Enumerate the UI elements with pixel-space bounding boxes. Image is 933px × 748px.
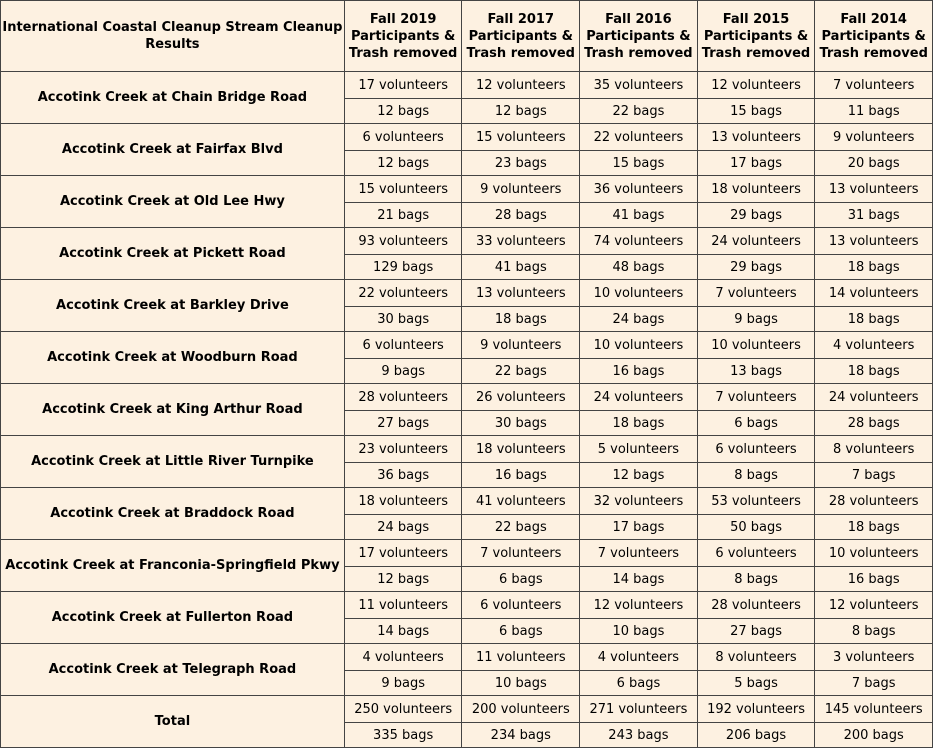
volunteers-cell: 12 volunteers bbox=[580, 592, 698, 619]
volunteers-cell: 28 volunteers bbox=[815, 488, 933, 515]
volunteers-cell: 8 volunteers bbox=[697, 644, 815, 671]
bags-cell: 6 bags bbox=[462, 619, 580, 644]
volunteers-cell: 33 volunteers bbox=[462, 228, 580, 255]
volunteers-cell: 6 volunteers bbox=[344, 124, 462, 151]
volunteers-cell: 11 volunteers bbox=[462, 644, 580, 671]
column-header-fall-2014: Fall 2014 Participants & Trash removed bbox=[815, 1, 933, 72]
bags-cell: 18 bags bbox=[815, 307, 933, 332]
site-name-total: Total bbox=[1, 696, 345, 748]
bags-cell: 18 bags bbox=[815, 515, 933, 540]
bags-cell: 8 bags bbox=[697, 463, 815, 488]
volunteers-cell: 28 volunteers bbox=[697, 592, 815, 619]
bags-cell: 18 bags bbox=[815, 359, 933, 384]
volunteers-cell: 13 volunteers bbox=[462, 280, 580, 307]
bags-cell: 13 bags bbox=[697, 359, 815, 384]
volunteers-cell: 10 volunteers bbox=[815, 540, 933, 567]
volunteers-cell: 10 volunteers bbox=[580, 280, 698, 307]
volunteers-cell: 14 volunteers bbox=[815, 280, 933, 307]
volunteers-cell: 7 volunteers bbox=[697, 280, 815, 307]
volunteers-cell: 12 volunteers bbox=[462, 72, 580, 99]
bags-cell: 16 bags bbox=[462, 463, 580, 488]
site-name-accotink-creek-at-chain-bridge-road: Accotink Creek at Chain Bridge Road bbox=[1, 72, 345, 124]
volunteers-cell: 7 volunteers bbox=[815, 72, 933, 99]
volunteers-cell: 7 volunteers bbox=[697, 384, 815, 411]
volunteers-cell: 24 volunteers bbox=[697, 228, 815, 255]
table-title: International Coastal Cleanup Stream Cleanup Results bbox=[1, 1, 345, 72]
volunteers-cell: 41 volunteers bbox=[462, 488, 580, 515]
volunteers-cell: 250 volunteers bbox=[344, 696, 462, 723]
site-name-accotink-creek-at-woodburn-road: Accotink Creek at Woodburn Road bbox=[1, 332, 345, 384]
table-row bbox=[1, 176, 933, 203]
bags-cell: 10 bags bbox=[462, 671, 580, 696]
bags-cell: 18 bags bbox=[580, 411, 698, 436]
volunteers-cell: 6 volunteers bbox=[697, 436, 815, 463]
bags-cell: 41 bags bbox=[580, 203, 698, 228]
bags-cell: 15 bags bbox=[580, 151, 698, 176]
table-row bbox=[1, 72, 933, 99]
bags-cell: 24 bags bbox=[580, 307, 698, 332]
bags-cell: 28 bags bbox=[462, 203, 580, 228]
site-name-accotink-creek-at-braddock-road: Accotink Creek at Braddock Road bbox=[1, 488, 345, 540]
bags-cell: 27 bags bbox=[344, 411, 462, 436]
volunteers-cell: 9 volunteers bbox=[462, 176, 580, 203]
table-row bbox=[1, 488, 933, 515]
bags-cell: 21 bags bbox=[344, 203, 462, 228]
bags-cell: 9 bags bbox=[697, 307, 815, 332]
bags-cell: 22 bags bbox=[580, 99, 698, 124]
volunteers-cell: 7 volunteers bbox=[462, 540, 580, 567]
bags-cell: 15 bags bbox=[697, 99, 815, 124]
bags-cell: 28 bags bbox=[815, 411, 933, 436]
volunteers-cell: 3 volunteers bbox=[815, 644, 933, 671]
bags-cell: 14 bags bbox=[344, 619, 462, 644]
bags-cell: 243 bags bbox=[580, 723, 698, 748]
bags-cell: 18 bags bbox=[462, 307, 580, 332]
site-name-accotink-creek-at-king-arthur-road: Accotink Creek at King Arthur Road bbox=[1, 384, 345, 436]
volunteers-cell: 13 volunteers bbox=[815, 228, 933, 255]
volunteers-cell: 17 volunteers bbox=[344, 72, 462, 99]
bags-cell: 12 bags bbox=[462, 99, 580, 124]
bags-cell: 200 bags bbox=[815, 723, 933, 748]
table-row bbox=[1, 436, 933, 463]
volunteers-cell: 12 volunteers bbox=[697, 72, 815, 99]
bags-cell: 48 bags bbox=[580, 255, 698, 280]
bags-cell: 50 bags bbox=[697, 515, 815, 540]
site-name-accotink-creek-at-barkley-drive: Accotink Creek at Barkley Drive bbox=[1, 280, 345, 332]
volunteers-cell: 93 volunteers bbox=[344, 228, 462, 255]
bags-cell: 14 bags bbox=[580, 567, 698, 592]
bags-cell: 30 bags bbox=[344, 307, 462, 332]
volunteers-cell: 4 volunteers bbox=[344, 644, 462, 671]
bags-cell: 36 bags bbox=[344, 463, 462, 488]
bags-cell: 12 bags bbox=[580, 463, 698, 488]
volunteers-cell: 13 volunteers bbox=[815, 176, 933, 203]
bags-cell: 29 bags bbox=[697, 255, 815, 280]
bags-cell: 27 bags bbox=[697, 619, 815, 644]
bags-cell: 17 bags bbox=[580, 515, 698, 540]
volunteers-cell: 28 volunteers bbox=[344, 384, 462, 411]
bags-cell: 7 bags bbox=[815, 463, 933, 488]
site-name-accotink-creek-at-little-river-turnpike: Accotink Creek at Little River Turnpike bbox=[1, 436, 345, 488]
bags-cell: 12 bags bbox=[344, 99, 462, 124]
bags-cell: 12 bags bbox=[344, 567, 462, 592]
volunteers-cell: 18 volunteers bbox=[697, 176, 815, 203]
bags-cell: 16 bags bbox=[580, 359, 698, 384]
bags-cell: 8 bags bbox=[697, 567, 815, 592]
volunteers-cell: 22 volunteers bbox=[344, 280, 462, 307]
site-name-accotink-creek-at-old-lee-hwy: Accotink Creek at Old Lee Hwy bbox=[1, 176, 345, 228]
bags-cell: 9 bags bbox=[344, 671, 462, 696]
table-row bbox=[1, 696, 933, 723]
volunteers-cell: 8 volunteers bbox=[815, 436, 933, 463]
volunteers-cell: 18 volunteers bbox=[462, 436, 580, 463]
volunteers-cell: 23 volunteers bbox=[344, 436, 462, 463]
volunteers-cell: 18 volunteers bbox=[344, 488, 462, 515]
volunteers-cell: 22 volunteers bbox=[580, 124, 698, 151]
bags-cell: 18 bags bbox=[815, 255, 933, 280]
bags-cell: 8 bags bbox=[815, 619, 933, 644]
column-header-fall-2019: Fall 2019 Participants & Trash removed bbox=[344, 1, 462, 72]
bags-cell: 30 bags bbox=[462, 411, 580, 436]
table-row bbox=[1, 228, 933, 255]
volunteers-cell: 7 volunteers bbox=[580, 540, 698, 567]
bags-cell: 10 bags bbox=[580, 619, 698, 644]
bags-cell: 7 bags bbox=[815, 671, 933, 696]
site-name-accotink-creek-at-pickett-road: Accotink Creek at Pickett Road bbox=[1, 228, 345, 280]
volunteers-cell: 5 volunteers bbox=[580, 436, 698, 463]
site-name-accotink-creek-at-franconia-springfield-pkwy: Accotink Creek at Franconia-Springfield Pkwy bbox=[1, 540, 345, 592]
bags-cell: 206 bags bbox=[697, 723, 815, 748]
bags-cell: 9 bags bbox=[344, 359, 462, 384]
bags-cell: 16 bags bbox=[815, 567, 933, 592]
table-row bbox=[1, 592, 933, 619]
volunteers-cell: 53 volunteers bbox=[697, 488, 815, 515]
volunteers-cell: 15 volunteers bbox=[344, 176, 462, 203]
volunteers-cell: 15 volunteers bbox=[462, 124, 580, 151]
bags-cell: 129 bags bbox=[344, 255, 462, 280]
table-row bbox=[1, 332, 933, 359]
volunteers-cell: 12 volunteers bbox=[815, 592, 933, 619]
bags-cell: 22 bags bbox=[462, 515, 580, 540]
volunteers-cell: 24 volunteers bbox=[580, 384, 698, 411]
column-header-fall-2017: Fall 2017 Participants & Trash removed bbox=[462, 1, 580, 72]
volunteers-cell: 36 volunteers bbox=[580, 176, 698, 203]
site-name-accotink-creek-at-fullerton-road: Accotink Creek at Fullerton Road bbox=[1, 592, 345, 644]
volunteers-cell: 17 volunteers bbox=[344, 540, 462, 567]
bags-cell: 12 bags bbox=[344, 151, 462, 176]
column-header-fall-2016: Fall 2016 Participants & Trash removed bbox=[580, 1, 698, 72]
volunteers-cell: 32 volunteers bbox=[580, 488, 698, 515]
bags-cell: 41 bags bbox=[462, 255, 580, 280]
volunteers-cell: 11 volunteers bbox=[344, 592, 462, 619]
site-name-accotink-creek-at-fairfax-blvd: Accotink Creek at Fairfax Blvd bbox=[1, 124, 345, 176]
volunteers-cell: 4 volunteers bbox=[815, 332, 933, 359]
volunteers-cell: 35 volunteers bbox=[580, 72, 698, 99]
bags-cell: 234 bags bbox=[462, 723, 580, 748]
volunteers-cell: 10 volunteers bbox=[580, 332, 698, 359]
bags-cell: 5 bags bbox=[697, 671, 815, 696]
volunteers-cell: 9 volunteers bbox=[462, 332, 580, 359]
volunteers-cell: 6 volunteers bbox=[462, 592, 580, 619]
volunteers-cell: 74 volunteers bbox=[580, 228, 698, 255]
volunteers-cell: 9 volunteers bbox=[815, 124, 933, 151]
volunteers-cell: 10 volunteers bbox=[697, 332, 815, 359]
bags-cell: 6 bags bbox=[462, 567, 580, 592]
volunteers-cell: 6 volunteers bbox=[344, 332, 462, 359]
volunteers-cell: 200 volunteers bbox=[462, 696, 580, 723]
volunteers-cell: 26 volunteers bbox=[462, 384, 580, 411]
column-header-fall-2015: Fall 2015 Participants & Trash removed bbox=[697, 1, 815, 72]
site-name-accotink-creek-at-telegraph-road: Accotink Creek at Telegraph Road bbox=[1, 644, 345, 696]
bags-cell: 335 bags bbox=[344, 723, 462, 748]
bags-cell: 6 bags bbox=[580, 671, 698, 696]
bags-cell: 22 bags bbox=[462, 359, 580, 384]
volunteers-cell: 13 volunteers bbox=[697, 124, 815, 151]
bags-cell: 11 bags bbox=[815, 99, 933, 124]
bags-cell: 23 bags bbox=[462, 151, 580, 176]
volunteers-cell: 192 volunteers bbox=[697, 696, 815, 723]
volunteers-cell: 24 volunteers bbox=[815, 384, 933, 411]
volunteers-cell: 271 volunteers bbox=[580, 696, 698, 723]
bags-cell: 24 bags bbox=[344, 515, 462, 540]
bags-cell: 17 bags bbox=[697, 151, 815, 176]
volunteers-cell: 145 volunteers bbox=[815, 696, 933, 723]
bags-cell: 20 bags bbox=[815, 151, 933, 176]
table-row bbox=[1, 280, 933, 307]
header-row bbox=[1, 1, 933, 72]
table-row bbox=[1, 384, 933, 411]
table-row bbox=[1, 540, 933, 567]
bags-cell: 31 bags bbox=[815, 203, 933, 228]
volunteers-cell: 4 volunteers bbox=[580, 644, 698, 671]
table-row bbox=[1, 644, 933, 671]
table-body bbox=[1, 72, 933, 748]
volunteers-cell: 6 volunteers bbox=[697, 540, 815, 567]
table-row bbox=[1, 124, 933, 151]
bags-cell: 29 bags bbox=[697, 203, 815, 228]
bags-cell: 6 bags bbox=[697, 411, 815, 436]
